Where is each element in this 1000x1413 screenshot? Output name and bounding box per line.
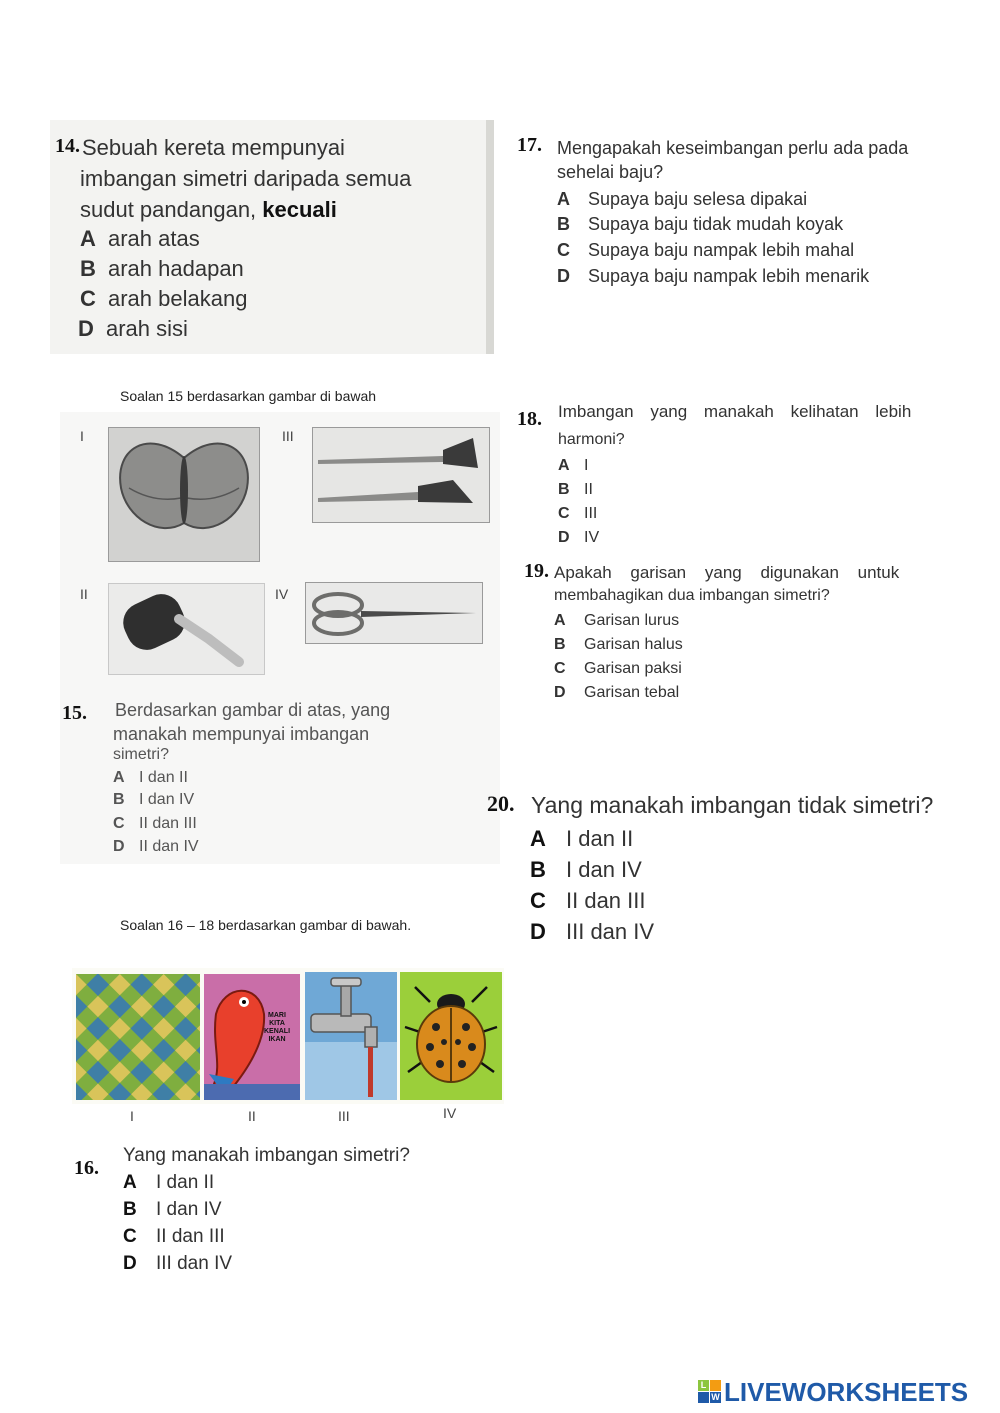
brand-name[interactable]: LIVEWORKSHEETS <box>724 1377 969 1407</box>
option-d[interactable]: D arah sisi <box>78 316 188 341</box>
fish-poster-image <box>204 974 300 1100</box>
question-text: Yang manakah imbangan tidak simetri? <box>531 792 934 818</box>
figure-label: II <box>248 1108 256 1124</box>
option-d[interactable]: D II dan IV <box>113 838 199 855</box>
figure-label: I <box>80 428 84 444</box>
question-text: imbangan simetri daripada semua <box>80 166 412 191</box>
roller-image <box>108 583 265 675</box>
option-d[interactable]: D IV <box>558 529 600 546</box>
question-text: sehelai baju? <box>557 162 664 182</box>
figure-label: IV <box>443 1105 457 1121</box>
option-c[interactable]: C III <box>558 505 598 522</box>
figure-label: III <box>338 1108 350 1124</box>
option-b[interactable]: B I dan IV <box>123 1199 222 1220</box>
ladybird-icon <box>400 972 502 1100</box>
question-text: Berdasarkan gambar di atas, yang <box>115 700 391 720</box>
option-b[interactable]: B Garisan halus <box>554 636 683 653</box>
question-text: membahagikan dua imbangan simetri? <box>554 587 830 604</box>
option-a[interactable]: A Supaya baju selesa dipakai <box>557 189 808 209</box>
question-text: Imbangan yang manakah kelihatan lebih <box>558 402 912 421</box>
question-number: 14. <box>55 135 80 157</box>
option-a[interactable]: A Garisan lurus <box>554 612 680 629</box>
ladybird-image <box>400 972 502 1100</box>
option-a[interactable]: A I dan II <box>123 1172 215 1193</box>
question-text: simetri? <box>113 746 170 763</box>
question-text: sudut pandangan, <box>80 197 263 222</box>
question-number: 20. <box>487 791 515 816</box>
faucet-icon <box>305 972 397 1100</box>
figure-label: II <box>80 586 88 602</box>
option-a[interactable]: A I dan II <box>113 769 188 786</box>
scan-edge-shadow <box>486 120 494 354</box>
option-d[interactable]: D Garisan tebal <box>554 684 680 701</box>
question-number: 17. <box>517 134 542 156</box>
question-text: Apakah garisan yang digunakan untuk <box>554 563 900 582</box>
question-number: 19. <box>524 560 549 582</box>
figure-label: IV <box>275 586 289 602</box>
emphasis-text: kecuali <box>262 197 337 222</box>
option-b[interactable]: B I dan IV <box>113 791 195 808</box>
question-number: 16. <box>74 1157 99 1179</box>
faucet-image <box>305 972 397 1100</box>
question-text: Sebuah kereta mempunyai <box>82 135 345 160</box>
option-c[interactable]: C Supaya baju nampak lebih mahal <box>557 240 855 260</box>
option-d[interactable]: D Supaya baju nampak lebih menarik <box>557 266 870 286</box>
option-b[interactable]: B II <box>558 481 593 498</box>
poster-text: MARI KITA KENALI IKAN <box>263 1012 291 1043</box>
option-b[interactable]: B I dan IV <box>530 857 642 882</box>
question-number: 15. <box>62 702 87 724</box>
figure-caption: Soalan 15 berdasarkan gambar di bawah <box>120 388 377 404</box>
option-b[interactable]: B Supaya baju tidak mudah koyak <box>557 214 844 234</box>
scissors-icon <box>306 583 482 643</box>
butterfly-icon <box>109 428 259 561</box>
question-text: Mengapakah keseimbangan perlu ada pada <box>557 138 909 158</box>
paintbrush-icon <box>313 428 489 522</box>
tile-pattern-image <box>76 974 200 1100</box>
option-d[interactable]: D III dan IV <box>530 919 655 944</box>
option-b[interactable]: B arah hadapan <box>80 256 244 281</box>
option-c[interactable]: C Garisan paksi <box>554 660 682 677</box>
option-a[interactable]: A I <box>558 457 589 474</box>
question-text: harmoni? <box>558 431 625 448</box>
paint-roller-icon <box>109 584 264 674</box>
tile-pattern-icon <box>76 974 200 1100</box>
figure-label: III <box>282 428 294 444</box>
liveworksheets-logo-icon: L W <box>698 1380 722 1404</box>
question-text: Yang manakah imbangan simetri? <box>123 1145 410 1166</box>
brushes-image <box>312 427 490 523</box>
option-c[interactable]: C II dan III <box>123 1226 225 1247</box>
question-text: manakah mempunyai imbangan <box>113 724 370 744</box>
option-a[interactable]: A arah atas <box>80 226 200 251</box>
option-d[interactable]: D III dan IV <box>123 1253 233 1274</box>
option-c[interactable]: C arah belakang <box>80 286 248 311</box>
option-c[interactable]: C II dan III <box>113 815 197 832</box>
option-c[interactable]: C II dan III <box>530 888 646 913</box>
option-a[interactable]: A I dan II <box>530 826 634 851</box>
question-number: 18. <box>517 408 542 430</box>
figure-caption: Soalan 16 – 18 berdasarkan gambar di bawah. <box>120 917 412 933</box>
butterfly-image <box>108 427 260 562</box>
scissors-image <box>305 582 483 644</box>
figure-label: I <box>130 1108 134 1124</box>
